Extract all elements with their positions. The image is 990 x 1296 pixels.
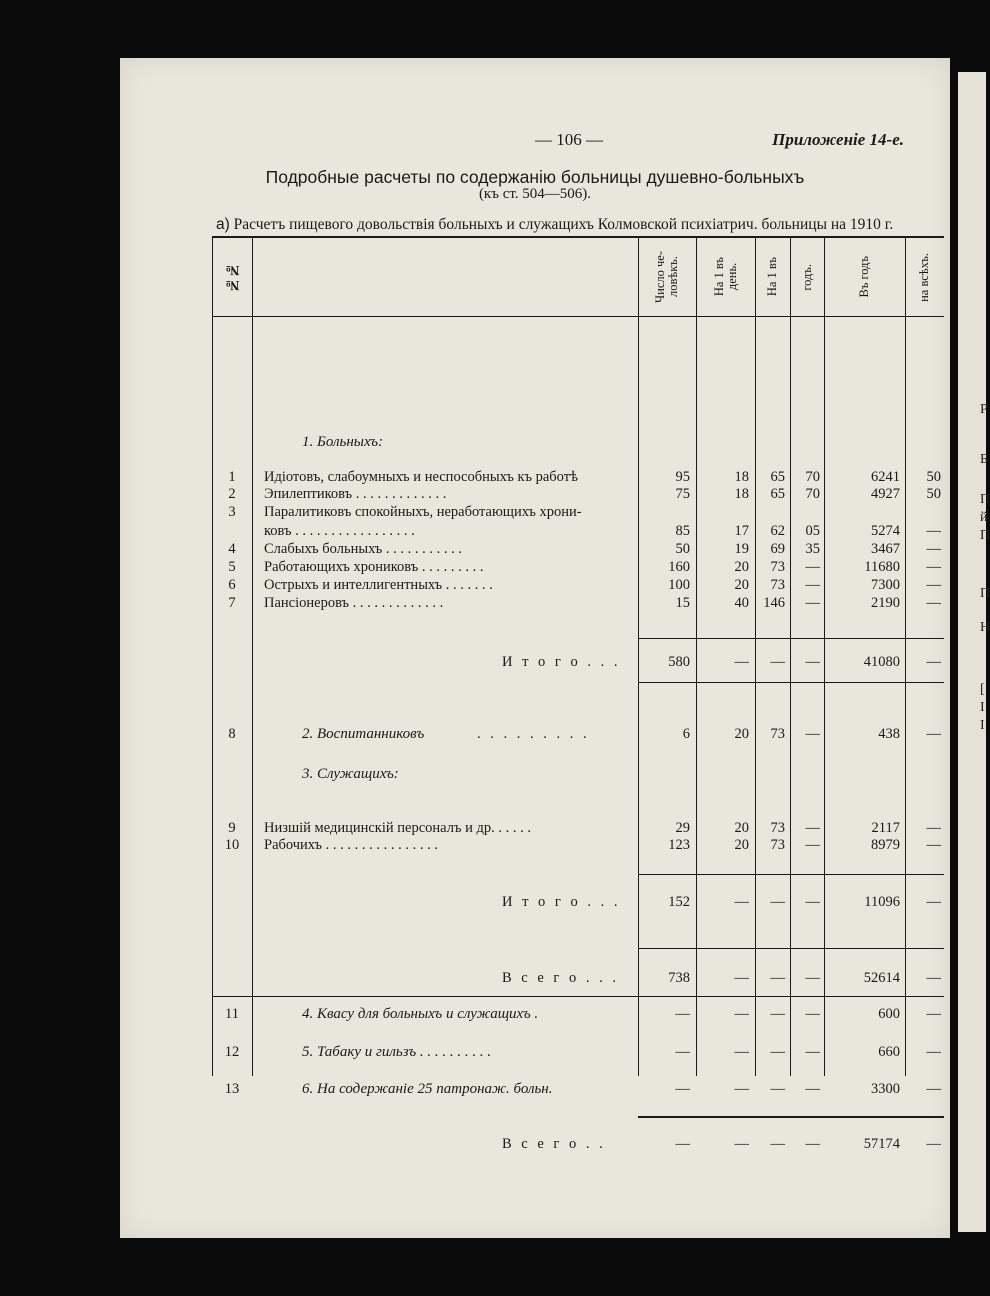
cell-per-year-k: — bbox=[805, 726, 820, 742]
row-number: 3 bbox=[228, 504, 236, 520]
cell-per-day: 18 bbox=[734, 486, 749, 502]
edge-letter: [ bbox=[980, 682, 985, 697]
row-label: Острыхъ и интеллигентныхъ . . . . . . . bbox=[264, 577, 493, 593]
row-number: 10 bbox=[224, 837, 240, 853]
cell-per-year-k: — bbox=[805, 1136, 820, 1152]
cell-year-total: 11680 bbox=[864, 559, 900, 575]
edge-letter: I bbox=[980, 718, 985, 733]
cell-year-total: 5274 bbox=[871, 523, 900, 539]
cell-per-year-k: — bbox=[805, 1044, 820, 1060]
row-label: Низшiй медицинскiй персоналъ и др. . . . . . bbox=[264, 820, 531, 836]
cell-per-day: — bbox=[734, 1081, 749, 1097]
cell-all-k: 50 bbox=[926, 486, 941, 502]
header-bottom-rule bbox=[212, 316, 944, 317]
table-top-rule bbox=[212, 236, 944, 238]
cell-per-day: 20 bbox=[734, 577, 749, 593]
cell-people: 29 bbox=[675, 820, 690, 836]
page-number: — 106 — bbox=[535, 130, 603, 149]
cell-people: 50 bbox=[675, 541, 690, 557]
cell-people: 75 bbox=[675, 486, 690, 502]
cell-per-day: 20 bbox=[734, 820, 749, 836]
row-label: Слабыхъ больныхъ . . . . . . . . . . . bbox=[264, 541, 463, 557]
cell-per-day: 20 bbox=[734, 726, 749, 742]
cell-year-total: 52614 bbox=[863, 970, 900, 986]
row-number: 8 bbox=[228, 726, 236, 742]
page-header bbox=[120, 130, 950, 152]
cell-all-k: — bbox=[926, 820, 941, 836]
col-header-all: на всѣхъ. bbox=[917, 252, 931, 302]
edge-letter: П bbox=[980, 586, 990, 601]
cell-per-year-r: — bbox=[770, 654, 785, 670]
row-number: 5 bbox=[228, 559, 236, 575]
cell-per-year-r: — bbox=[770, 1044, 785, 1060]
row-number: 4 bbox=[228, 541, 236, 557]
cell-per-year-k: — bbox=[805, 595, 820, 611]
row-number: 1 bbox=[228, 469, 236, 485]
cell-all-k: — bbox=[926, 1136, 941, 1152]
cell-per-year-k: — bbox=[805, 1081, 820, 1097]
row-label: Рабочихъ . . . . . . . . . . . . . . . . bbox=[264, 837, 438, 853]
col-header-year-total: Въ годъ bbox=[857, 256, 871, 298]
cell-people: 100 bbox=[668, 577, 690, 593]
cell-year-total: 4927 bbox=[871, 486, 900, 502]
edge-letter: I bbox=[980, 700, 985, 715]
cell-per-year-r: — bbox=[770, 1006, 785, 1022]
cell-all-k: — bbox=[926, 837, 941, 853]
rule-below-vsego1 bbox=[212, 996, 944, 997]
adjacent-page-edge bbox=[958, 72, 990, 1232]
col-header-no: №№ bbox=[224, 262, 240, 292]
cell-year-total: 2190 bbox=[871, 595, 900, 611]
cell-people: — bbox=[675, 1081, 690, 1097]
cell-all-k: — bbox=[926, 894, 941, 910]
cell-per-day: — bbox=[734, 1136, 749, 1152]
cell-per-year-r: 73 bbox=[770, 837, 785, 853]
row-label: Эпилептиковъ . . . . . . . . . . . . . bbox=[264, 486, 447, 502]
vsego-label: В с е г о . . bbox=[502, 1136, 606, 1152]
cell-all-k: — bbox=[926, 577, 941, 593]
cell-people: 123 bbox=[668, 837, 690, 853]
section-caption bbox=[216, 216, 893, 234]
cell-year-total: 2117 bbox=[871, 820, 900, 836]
rule-above-vsego2 bbox=[638, 1116, 944, 1118]
section-label: а) bbox=[216, 216, 230, 233]
col-header-per-year: На 1 въ bbox=[765, 257, 779, 297]
group-heading-pupils: 2. Воспитанниковъ bbox=[302, 726, 425, 742]
cell-all-k: — bbox=[926, 654, 941, 670]
cell-per-year-k: 05 bbox=[805, 523, 820, 539]
row-number: 6 bbox=[228, 577, 236, 593]
appendix-label: Приложенiе 14-е. bbox=[772, 130, 904, 149]
cell-per-year-r: 73 bbox=[770, 577, 785, 593]
cell-per-day: — bbox=[734, 1044, 749, 1060]
cell-per-day: — bbox=[734, 970, 749, 986]
cell-per-year-k: — bbox=[805, 894, 820, 910]
cell-year-total: 8979 bbox=[871, 837, 900, 853]
cell-all-k: — bbox=[926, 559, 941, 575]
cell-people: 152 bbox=[668, 894, 690, 910]
cell-per-year-r: 73 bbox=[770, 559, 785, 575]
cell-people: — bbox=[675, 1136, 690, 1152]
edge-letter: Н bbox=[980, 620, 990, 635]
row-label: 5. Табаку и гильзъ . . . . . . . . . . bbox=[302, 1044, 492, 1060]
cell-per-year-k: 70 bbox=[805, 469, 820, 485]
cell-people: 160 bbox=[668, 559, 690, 575]
col-divider-no bbox=[252, 236, 253, 1076]
cell-people: — bbox=[675, 1006, 690, 1022]
row-label: ковъ . . . . . . . . . . . . . . . . . bbox=[264, 523, 415, 539]
cell-per-day: — bbox=[734, 1006, 749, 1022]
cell-all-k: — bbox=[926, 726, 941, 742]
cell-year-total: 7300 bbox=[871, 577, 900, 593]
group-heading-staff: 3. Служащихъ: bbox=[302, 766, 399, 782]
row-number: 2 bbox=[228, 486, 236, 502]
row-label: Идiотовъ, слабоумныхъ и неспособныхъ къ работѣ bbox=[264, 469, 578, 485]
col-header-people: Число че- ловѣкъ. bbox=[653, 251, 680, 303]
edge-letter: Р bbox=[980, 402, 988, 417]
row-number: 13 bbox=[224, 1081, 240, 1097]
cell-people: 95 bbox=[675, 469, 690, 485]
cell-people: 738 bbox=[668, 970, 690, 986]
cell-per-year-k: — bbox=[805, 820, 820, 836]
rule-above-itogo1 bbox=[638, 638, 944, 639]
cell-per-year-r: 73 bbox=[770, 820, 785, 836]
edge-letter: П bbox=[980, 528, 990, 543]
cell-per-year-r: — bbox=[770, 1136, 785, 1152]
cell-per-day: 17 bbox=[734, 523, 749, 539]
cell-per-year-r: — bbox=[770, 894, 785, 910]
rule-above-itogo2 bbox=[638, 874, 944, 875]
row-number: 11 bbox=[225, 1006, 239, 1022]
page-subtitle: (къ ст. 504—506). bbox=[478, 186, 592, 202]
cell-per-year-k: — bbox=[805, 1006, 820, 1022]
cell-per-day: 20 bbox=[734, 837, 749, 853]
cell-per-year-r: — bbox=[770, 970, 785, 986]
group-heading-patients: 1. Больныхъ: bbox=[302, 434, 384, 450]
cell-all-k: — bbox=[926, 1044, 941, 1060]
document-page bbox=[120, 58, 950, 1238]
cell-people: 580 bbox=[668, 654, 690, 670]
cell-per-day: — bbox=[734, 894, 749, 910]
cell-per-year-k: — bbox=[805, 654, 820, 670]
cell-per-year-r: 62 bbox=[770, 523, 785, 539]
edge-letter: Б bbox=[980, 452, 989, 467]
cell-per-year-r: 69 bbox=[770, 541, 785, 557]
cell-all-k: — bbox=[926, 1006, 941, 1022]
cell-per-day: 18 bbox=[734, 469, 749, 485]
row-label: Паралитиковъ спокойныхъ, неработающихъ хрони- bbox=[264, 504, 582, 520]
cell-per-day: 20 bbox=[734, 559, 749, 575]
edge-letter: П bbox=[980, 492, 990, 507]
edge-letter: й bbox=[980, 510, 988, 525]
cell-year-total: 660 bbox=[878, 1044, 900, 1060]
cell-all-k: — bbox=[926, 970, 941, 986]
cell-year-total: 57174 bbox=[863, 1136, 900, 1152]
cell-per-year-r: 65 bbox=[770, 469, 785, 485]
col-header-per-day: На 1 въ день. bbox=[711, 257, 739, 297]
cell-per-year-k: — bbox=[805, 577, 820, 593]
row-label: 4. Квасу для больныхъ и служащихъ . bbox=[302, 1006, 539, 1022]
page-title: Подробные расчеты по содержанiю больницы душевно-больныхъ bbox=[265, 167, 805, 187]
cell-per-year-r: — bbox=[770, 1081, 785, 1097]
vsego-label: В с е г о . . . bbox=[502, 970, 619, 986]
left-border bbox=[212, 236, 213, 1076]
cell-people: 85 bbox=[675, 523, 690, 539]
cell-all-k: — bbox=[926, 1081, 941, 1097]
cell-per-day: 19 bbox=[734, 541, 749, 557]
cell-year-total: 6241 bbox=[871, 469, 900, 485]
cell-per-day: 40 bbox=[734, 595, 749, 611]
row-label: 6. На содержанiе 25 патронаж. больн. bbox=[302, 1081, 553, 1097]
budget-table bbox=[212, 236, 944, 1176]
itogo-label: И т о г о . . . bbox=[502, 654, 621, 670]
cell-year-total: 600 bbox=[878, 1006, 900, 1022]
cell-per-year-k: 70 bbox=[805, 486, 820, 502]
row-number: 9 bbox=[228, 820, 236, 836]
cell-people: — bbox=[675, 1044, 690, 1060]
cell-year-total: 438 bbox=[878, 726, 900, 742]
cell-per-year-r: 73 bbox=[770, 726, 785, 742]
cell-all-k: — bbox=[926, 595, 941, 611]
cell-all-k: — bbox=[926, 541, 941, 557]
cell-all-k: 50 bbox=[926, 469, 941, 485]
cell-year-total: 41080 bbox=[863, 654, 900, 670]
rule-above-vsego1 bbox=[638, 948, 944, 949]
row-label: Пансiонеровъ . . . . . . . . . . . . . bbox=[264, 595, 444, 611]
cell-year-total: 3467 bbox=[871, 541, 900, 557]
row-number: 12 bbox=[224, 1044, 240, 1060]
cell-per-day: — bbox=[734, 654, 749, 670]
cell-all-k: — bbox=[926, 523, 941, 539]
cell-per-year-k: — bbox=[805, 970, 820, 986]
col-header-year: годъ. bbox=[799, 263, 814, 291]
itogo-label: И т о г о . . . bbox=[502, 894, 621, 910]
cell-year-total: 11096 bbox=[864, 894, 900, 910]
row-dots: . . . . . . . . . bbox=[477, 726, 590, 742]
cell-per-year-k: — bbox=[805, 837, 820, 853]
cell-per-year-k: — bbox=[805, 559, 820, 575]
cell-per-year-k: 35 bbox=[805, 541, 820, 557]
row-label: Работающихъ хрониковъ . . . . . . . . . bbox=[264, 559, 484, 575]
rule-below-itogo1 bbox=[638, 682, 944, 683]
cell-year-total: 3300 bbox=[871, 1081, 900, 1097]
cell-per-year-r: 146 bbox=[763, 595, 785, 611]
section-caption-text: Расчетъ пищевого довольствiя больныхъ и служащихъ Колмовской психiатрич. больницы на 1910 г. bbox=[233, 216, 894, 233]
cell-people: 15 bbox=[675, 595, 690, 611]
cell-per-year-r: 65 bbox=[770, 486, 785, 502]
row-number: 7 bbox=[228, 595, 236, 611]
cell-people: 6 bbox=[682, 726, 690, 742]
